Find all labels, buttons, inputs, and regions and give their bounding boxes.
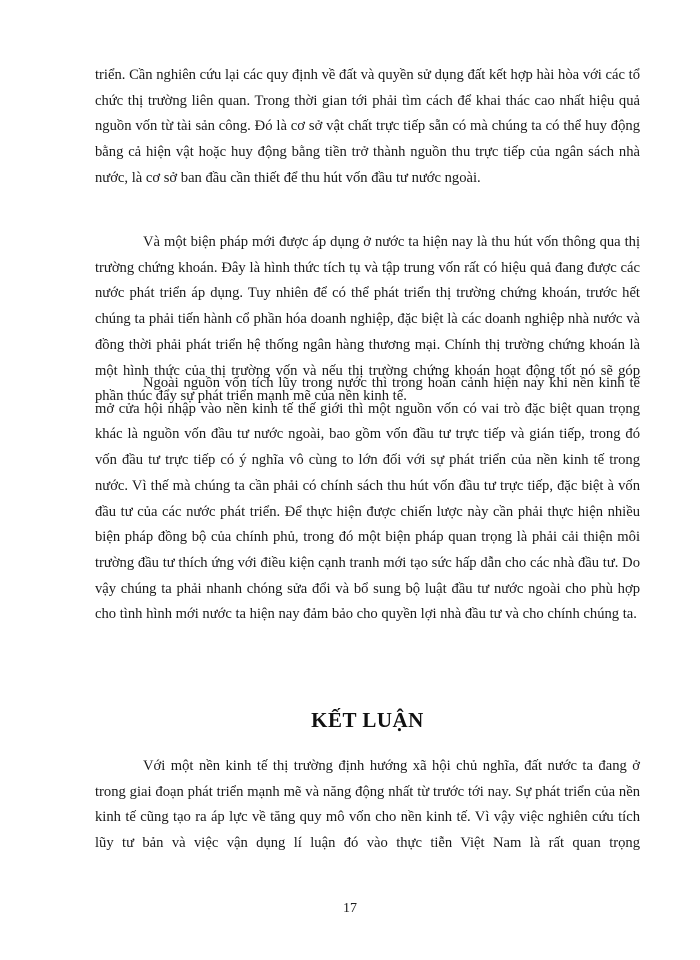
paragraph-conclusion: Với một nền kinh tế thị trường định hướng xã hội chủ nghĩa, đất nước ta đang ở trong giai đoạn phát triển mạnh mẽ và năng động nhất từ trước tới nay. Sự phát triển của nền kinh tế cũng tạo ra áp lực về tăng quy mô vốn cho nền kinh tế. Vì vậy việc nghiên cứu tích lũy tư bản và việc vận dụng lí luận đó vào thực tiễn Việt Nam là rất quan trọng — [95, 758, 640, 852]
page-number: 17 — [343, 901, 357, 916]
conclusion-heading: KẾT LUẬN — [311, 708, 424, 732]
paragraph-foreign-investment: Ngoài nguồn vốn tích lũy trong nước thì trong hoàn cảnh hiện nay khi nền kinh tế mở cửa hội nhập vào nền kinh tế thế giới thì một nguồn vốn có vai trò đặc biệt quan trọng khác là nguồn vốn đầu tư nước ngoài, bao gồm vốn đầu tư trực tiếp và gián tiếp, trong đó vốn đầu tư trực tiếp có ý nghĩa vô cùng to lớn đối với sự phát triển của nền kinh tế trong nước. Vì thế mà chúng ta cần phải có chính sách thu hút vốn đầu tư trực tiếp, đặc biệt à vốn đầu tư của các nước phát triển. Để thực hiện được chiến lược này cần phải thực hiện nhiều biện pháp đồng bộ của chính phủ, trong đó một biện pháp quan trọng là phải cải thiện môi trường đầu tư thích ứng với điều kiện cạnh tranh mới tạo sức hấp dẫn cho các nhà đầu tư. Do vậy chúng ta phải nhanh chóng sửa đổi và bổ sung bộ luật đầu tư nước ngoài cho phù hợp cho tình hình mới nước ta hiện nay đảm bảo cho quyền lợi nhà đầu tư và cho chính chúng ta. — [95, 375, 640, 623]
paragraph-continuation: triển. Cần nghiên cứu lại các quy định về đất và quyền sử dụng đất kết hợp hài hòa với các tổ chức thị trường liên quan. Trong thời gian tới phải tìm cách để khai thác cao nhất hiệu quả nguồn vốn từ tài sản công. Đó là cơ sở vật chất trực tiếp sẵn có mà chúng ta có thể huy động bằng cả hiện vật hoặc huy động bằng tiền trở thành nguồn thu trực tiếp của ngân sách nhà nước, là cơ sở ban đầu cần thiết để thu hút vốn đầu tư nước ngoài. — [95, 67, 640, 186]
paragraph-stock-market: Và một biện pháp mới được áp dụng ở nước ta hiện nay là thu hút vốn thông qua thị trường chứng khoán. Đây là hình thức tích tụ và tập trung vốn rất có hiệu quả đang được các nước phát triển áp dụng. Tuy nhiên để có thể phát triển thị trường chứng khoán, trước hết chúng ta phải tiến hành cổ phần hóa doanh nghiệp, đặc biệt là các doanh nghiệp nhà nước và đồng thời phải phát triển hệ thống ngân hàng thương mại. Chính thị trường chứng khoán là một hình thức của thị trường vốn và nếu thị trường chứng khoán hoạt động tốt nó sẽ góp phần thúc đẩy sự phát triển mạnh mẽ của nền kinh tế. — [95, 234, 640, 405]
